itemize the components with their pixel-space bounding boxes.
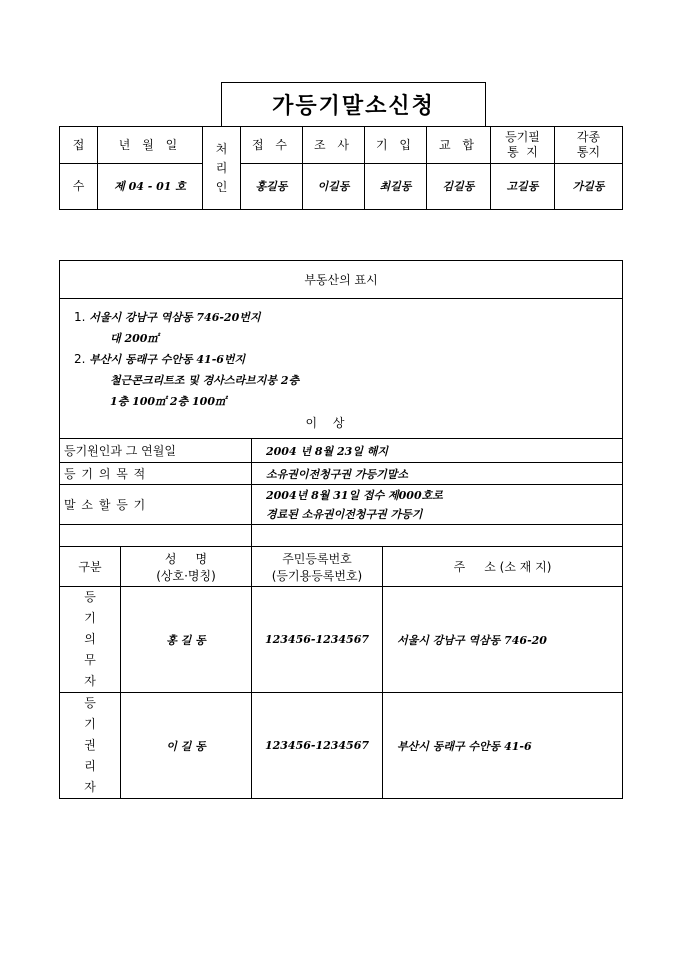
blank-cell-left	[60, 525, 252, 547]
obligee-regno: 123456-1234567	[252, 693, 383, 799]
receipt-label-top: 접	[60, 127, 98, 164]
value-entry: 최길동	[365, 164, 427, 210]
value-misc: 가길동	[555, 164, 623, 210]
col-header-survey: 조 사	[303, 127, 365, 164]
receipt-number: 제 04 - 01 호	[98, 164, 203, 210]
receipt-table	[59, 126, 623, 210]
obligor-name: 홍 길 동	[121, 587, 252, 693]
col-header-notice: 등기필 통 지	[491, 127, 555, 164]
property-header: 부동산의 표시	[60, 261, 623, 299]
blank-cell-right	[252, 525, 623, 547]
value-receive: 홍길동	[241, 164, 303, 210]
main-table	[59, 260, 623, 799]
col-header-entry: 기 입	[365, 127, 427, 164]
processing-label: 처 리 인	[203, 127, 241, 210]
purpose-label: 등 기 의 목 적	[60, 463, 252, 485]
col-header-misc: 각종 통지	[555, 127, 623, 164]
regno-header: 주민등록번호 (등기용등록번호)	[252, 547, 383, 587]
end-mark: 이 상	[305, 416, 351, 430]
obligor-address: 서울시 강남구 역삼동 746-20	[383, 587, 623, 693]
value-check: 김길동	[427, 164, 491, 210]
col-header-receive: 접 수	[241, 127, 303, 164]
date-header: 년 월 일	[98, 127, 203, 164]
form-title: 가등기말소신청	[221, 82, 486, 126]
cancel-label: 말 소 할 등 기	[60, 485, 252, 525]
property-description: 1. 서울시 강남구 역삼동 746-20번지 대 200㎡ 2. 부산시 동래구 수안동 41-6번지 철근콘크리트조 및 경사스라브지붕 2층 1층 100㎡ 2층 100㎡ 이 상	[60, 299, 623, 439]
cause-label: 등기원인과 그 연월일	[60, 439, 252, 463]
receipt-label-bottom: 수	[60, 164, 98, 210]
value-notice: 고길동	[491, 164, 555, 210]
col-header-check: 교 합	[427, 127, 491, 164]
purpose-value: 소유권이전청구권 가등기말소	[252, 463, 623, 485]
cause-value: 2004 년 8월 23일 해지	[252, 439, 623, 463]
value-survey: 이길동	[303, 164, 365, 210]
address-header: 주 소 (소 재 지)	[383, 547, 623, 587]
name-header: 성 명 (상호·명칭)	[121, 547, 252, 587]
obligor-label: 등 기 의 무 자	[60, 587, 121, 693]
obligee-name: 이 길 동	[121, 693, 252, 799]
obligee-address: 부산시 동래구 수안동 41-6	[383, 693, 623, 799]
category-header: 구분	[60, 547, 121, 587]
obligee-label: 등 기 권 리 자	[60, 693, 121, 799]
cancel-value: 2004년 8월 31일 접수 제000호로 경료된 소유권이전청구권 가등기	[252, 485, 623, 525]
obligor-regno: 123456-1234567	[252, 587, 383, 693]
